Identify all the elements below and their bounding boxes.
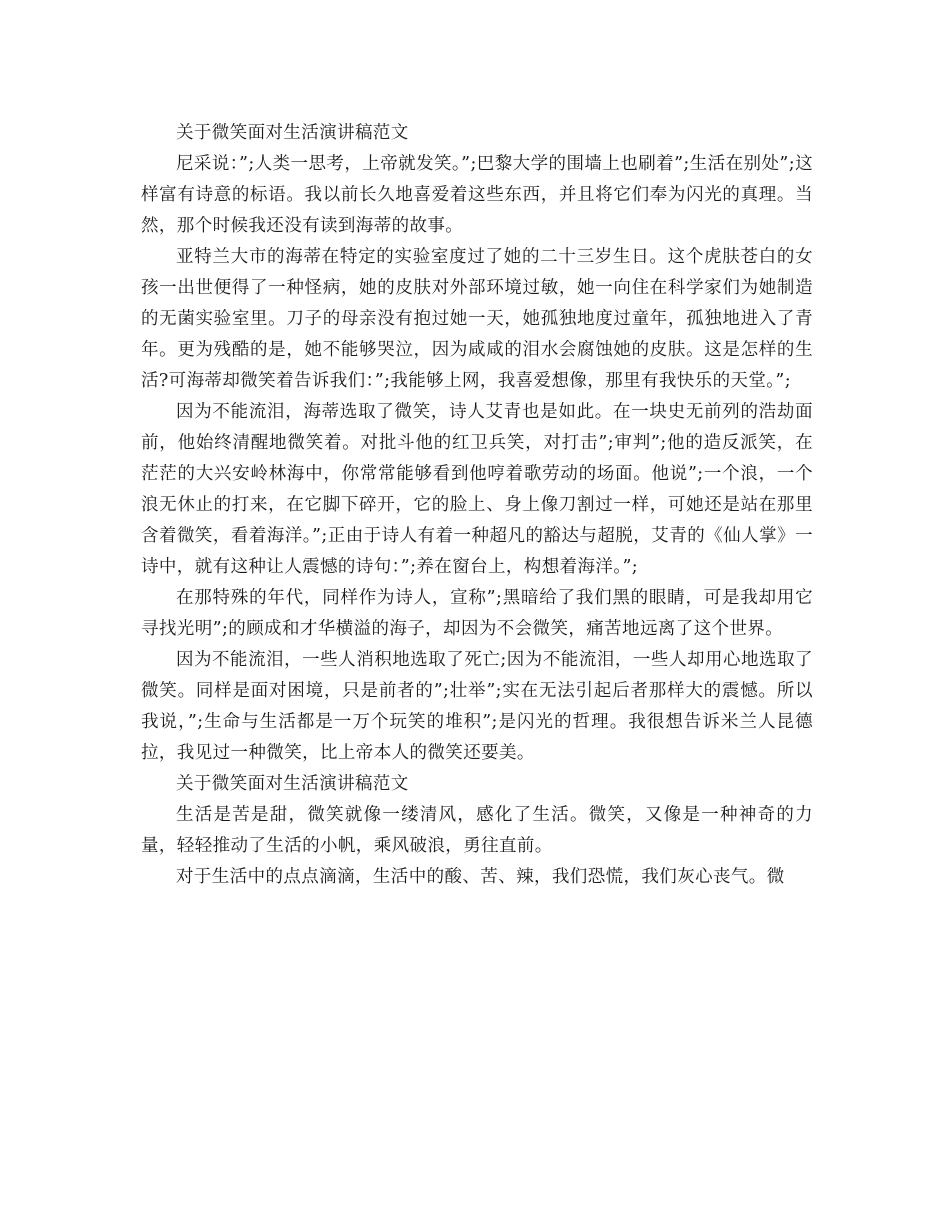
paragraph: 亚特兰大市的海蒂在特定的实验室度过了她的二十三岁生日。这个虎肤苍白的女孩一出世便得了一种怪病，她的皮肤对外部环境过敏，她一向住在科学家们为她制造的无菌实验室里。刀子的母亲没有抱过她一天，她孤独地度过童年，孤独地进入了青年。更为残酷的是，她不能够哭泣，因为咸咸的泪水会腐蚀她的皮肤。这是怎样的生活?可海蒂却微笑着告诉我们：”;我能够上网，我喜爱想像，那里有我快乐的天堂。”;: [141, 247, 813, 391]
paragraph: 在那特殊的年代，同样作为诗人，宣称”;黑暗给了我们黑的眼睛，可是我却用它寻找光明”;的顾成和才华横溢的海子，却因为不会微笑，痛苦地远离了这个世界。: [141, 588, 813, 639]
section-title: 关于微笑面对生活演讲稿范文: [176, 774, 409, 794]
document-body: [141, 118, 813, 893]
paragraph: 对于生活中的点点滴滴，生活中的酸、苦、辣，我们恐慌，我们灰心丧气。微: [176, 867, 785, 887]
paragraph: 尼采说：”;人类一思考，上帝就发笑。”;巴黎大学的围墙上也刷着”;生活在别处”;这样富有诗意的标语。我以前长久地喜爱着这些东西，并且将它们奉为闪光的真理。当然，那个时候我还没有读到海蒂的故事。: [141, 154, 813, 236]
paragraph: 因为不能流泪，海蒂选取了微笑，诗人艾青也是如此。在一块史无前列的浩劫面前，他始终清醒地微笑着。对批斗他的红卫兵笑，对打击”;审判”;他的造反派笑，在茫茫的大兴安岭林海中，你常常能够看到他哼着歌劳动的场面。他说”;一个浪，一个浪无休止的打来，在它脚下碎开，它的脸上、身上像刀割过一样，可她还是站在那里含着微笑，看着海洋。”;正由于诗人有着一种超凡的豁达与超脱，艾青的《仙人掌》一诗中，就有这种让人震憾的诗句：”;养在窗台上，构想着海洋。”;: [141, 402, 813, 577]
paragraph: 生活是苦是甜，微笑就像一缕清风，感化了生活。微笑，又像是一种神奇的力量，轻轻推动了生活的小帆，乘风破浪，勇往直前。: [141, 805, 813, 856]
paragraph: 因为不能流泪，一些人消积地选取了死亡;因为不能流泪，一些人却用心地选取了微笑。同样是面对困境，只是前者的”;壮举”;实在无法引起后者那样大的震憾。所以我说，”;生命与生活都是一万个玩笑的堆积”;是闪光的哲理。我很想告诉米兰人昆德拉，我见过一种微笑，比上帝本人的微笑还要美。: [141, 650, 813, 763]
document-title: 关于微笑面对生活演讲稿范文: [176, 123, 409, 143]
